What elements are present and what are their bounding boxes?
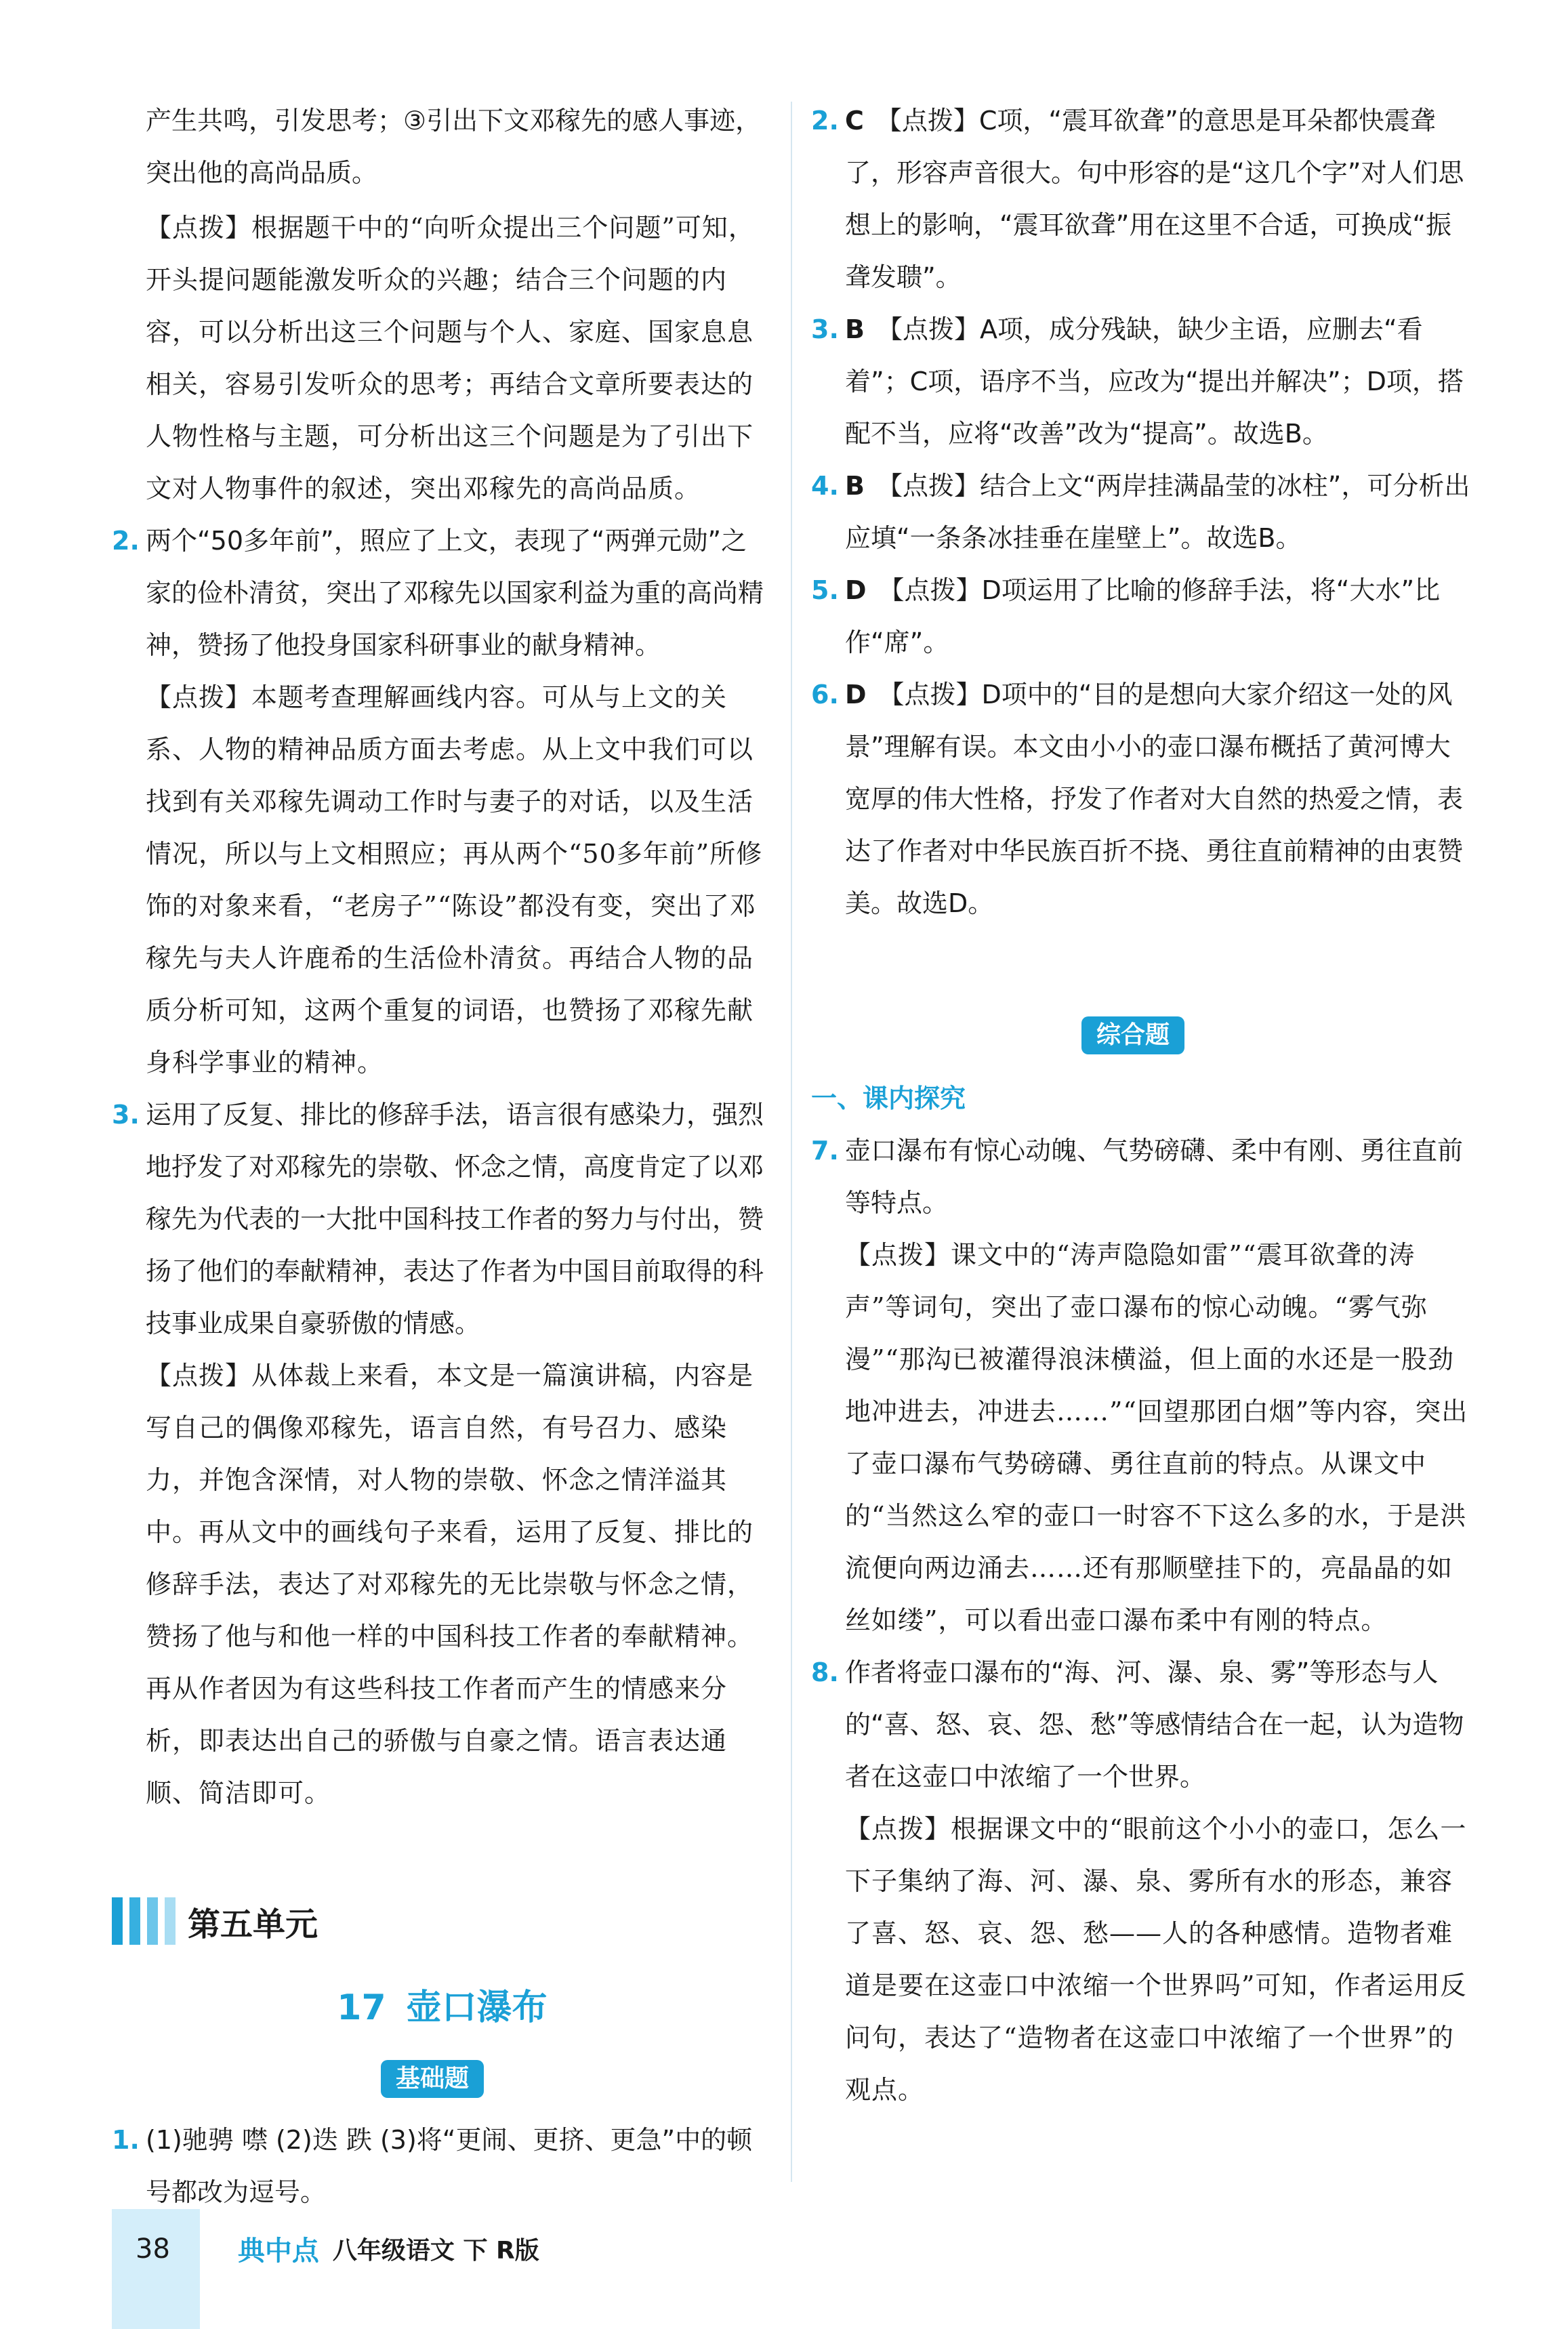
- answer-r3-number: 3.: [811, 314, 839, 344]
- basic-section-badge: 基础题: [381, 2060, 484, 2098]
- book-title: 八年级语文 下 R版: [332, 2237, 539, 2265]
- answer-r5-text: 【点拨】D项运用了比喻的修辞手法，将“大水”比作“席”。: [845, 575, 1441, 657]
- lesson-heading: [112, 1979, 772, 2029]
- answer-r5-choice: D: [845, 575, 867, 605]
- answer-r2-number: 2.: [811, 106, 839, 136]
- answer-r5-number: 5.: [811, 575, 839, 605]
- left-column: [112, 95, 772, 1819]
- brand-logo: 典中点: [237, 2235, 319, 2267]
- tip-2: 【点拨】本题考查理解画线内容。可从与上文的关系、人物的精神品质方面去考虑。从上文中我们可以找到有关邓稼先调动工作时与妻子的对话，以及生活情况，所以与上文相照应；再从两个“50多年前”所修饰的对象来看，“老房子”“陈设”都没有变，突出了邓稼先与夫人许鹿希的生活俭朴清贫。再结合人物的品质分析可知，这两个重复的词语，也赞扬了邓稼先献身科学事业的精神。: [146, 682, 763, 1077]
- unit-heading: [112, 1891, 318, 1952]
- answer-7-number: 7.: [811, 1136, 839, 1166]
- answer-r4-number: 4.: [811, 471, 839, 501]
- answer-1-text: (1)驰骋 噤 (2)迭 跌 (3)将“更闹、更挤、更急”中的顿号都改为逗号。: [146, 2125, 753, 2207]
- column-divider: [791, 102, 792, 2182]
- answer-8-number: 8.: [811, 1657, 839, 1687]
- answer-7: [811, 1125, 1472, 1229]
- answer-2: [112, 515, 772, 672]
- intro-line-2: 突出他的高尚品质。: [146, 158, 378, 188]
- answer-r3-choice: B: [845, 314, 865, 344]
- answer-2-text: 两个“50多年前”，照应了上文，表现了“两弹元勋”之家的俭朴清贫，突出了邓稼先以国家利益为重的高尚精神，赞扬了他投身国家科研事业的献身精神。: [146, 526, 764, 660]
- section-in-class-inquiry: 一、课内探究: [811, 1084, 966, 1113]
- answer-r6-text: 【点拨】D项中的“目的是想向大家介绍这一处的风景”理解有误。本文由小小的壶口瀑布概括了黄河博大宽厚的伟大性格，抒发了作者对大自然的热爱之情，表达了作者对中华民族百折不挠、勇往直前精神的由衷赞美。故选D。: [845, 680, 1464, 918]
- page-number: 38: [136, 2233, 170, 2265]
- answer-3-number: 3.: [112, 1100, 140, 1130]
- answer-r6: [811, 669, 1472, 930]
- answer-r4-choice: B: [845, 471, 865, 501]
- answer-r4-text: 【点拨】结合上文“两岸挂满晶莹的冰柱”，可分析出应填“一条条冰挂垂在崖壁上”。故选B。: [845, 471, 1470, 553]
- answer-r4: [811, 460, 1472, 564]
- page-footer: [136, 2229, 539, 2268]
- answer-7-text: 壶口瀑布有惊心动魄、气势磅礴、柔中有刚、勇往直前等特点。: [845, 1136, 1464, 1218]
- answer-2-number: 2.: [112, 526, 140, 556]
- answer-r6-choice: D: [845, 680, 867, 709]
- answer-3-text: 运用了反复、排比的修辞手法，语言很有感染力，强烈地抒发了对邓稼先的崇敬、怀念之情，高度肯定了以邓稼先为代表的一大批中国科技工作者的努力与付出，赞扬了他们的奉献精神，表达了作者为中国目前取得的科技事业成果自豪骄傲的情感。: [146, 1100, 764, 1338]
- answer-r3-text: 【点拨】A项，成分残缺，缺少主语，应删去“看着”；C项，语序不当，应改为“提出并解决”；D项，搭配不当，应将“改善”改为“提高”。故选B。: [845, 314, 1464, 449]
- unit-bars-decoration: [112, 1897, 176, 1945]
- unit-title: 第五单元: [188, 1905, 318, 1943]
- tip-8: 【点拨】根据课文中的“眼前这个小小的壶口，怎么一下子集纳了海、河、瀑、泉、雾所有水的形态，兼容了喜、怒、哀、怨、愁——人的各种感情。造物者难道是要在这壶口中浓缩一个世界吗”可知，作者运用反问句，表达了“造物者在这壶口中浓缩了一个世界”的观点。: [845, 1814, 1467, 2105]
- lesson-number: 17: [337, 1987, 386, 2028]
- tip-3: 【点拨】从体裁上来看，本文是一篇演讲稿，内容是写自己的偶像邓稼先，语言自然，有号召力、感染力，并饱含深情，对人物的崇敬、怀念之情洋溢其中。再从文中的画线句子来看，运用了反复、排比的修辞手法，表达了对邓稼先的无比崇敬与怀念之情，赞扬了他与和他一样的中国科技工作者的奉献精神。再从作者因为有这些科技工作者而产生的情感来分析，即表达出自己的骄傲与自豪之情。语言表达通顺、简洁即可。: [146, 1361, 754, 1808]
- right-column-lower: [811, 1125, 1472, 2116]
- footer-band-decoration: [112, 2209, 200, 2329]
- answer-r2-text: 【点拨】C项，“震耳欲聋”的意思是耳朵都快震聋了，形容声音很大。句中形容的是“这几个字”对人们思想上的影响，“震耳欲聋”用在这里不合适，可换成“振聋发聩”。: [845, 106, 1464, 292]
- answer-1-number: 1.: [112, 2125, 140, 2155]
- right-column: [811, 95, 1472, 930]
- tip-7: 【点拨】课文中的“涛声隐隐如雷”“震耳欲聋的涛声”等词句，突出了壶口瀑布的惊心动魄。“雾气弥漫”“那沟已被灌得浪沫横溢，但上面的水还是一股劲地冲进去，冲进去……”“回望那团白烟”等内容，突出了壶口瀑布气势磅礴、勇往直前的特点。从课文中的“当然这么窄的壶口一时容不下这么多的水，于是洪流便向两边涌去……还有那顺壁挂下的，亮晶晶的如丝如缕”，可以看出壶口瀑布柔中有刚的特点。: [845, 1240, 1468, 1635]
- lesson-title: 壶口瀑布: [406, 1987, 548, 2028]
- answer-1: [112, 2114, 772, 2219]
- answer-8: [811, 1647, 1472, 1803]
- comprehensive-section-badge: 综合题: [1081, 1016, 1184, 1054]
- answer-r5: [811, 564, 1472, 669]
- answer-r6-number: 6.: [811, 680, 839, 709]
- tip-1: 【点拨】根据题干中的“向听众提出三个问题”可知，开头提问题能激发听众的兴趣；结合三个问题的内容，可以分析出这三个问题与个人、家庭、国家息息相关，容易引发听众的思考；再结合文章所要表达的人物性格与主题，可分析出这三个问题是为了引出下文对人物事件的叙述，突出邓稼先的高尚品质。: [146, 213, 755, 503]
- intro-line-1: 产生共鸣，引发思考；③引出下文邓稼先的感人事迹，: [146, 106, 762, 136]
- answer-3: [112, 1089, 772, 1350]
- answer-8-text: 作者将壶口瀑布的“海、河、瀑、泉、雾”等形态与人的“喜、怒、哀、怨、愁”等感情结合在一起，认为造物者在这壶口中浓缩了一个世界。: [845, 1657, 1464, 1792]
- answer-r2: [811, 95, 1472, 304]
- answer-r2-choice: C: [845, 106, 864, 136]
- answer-r3: [811, 304, 1472, 460]
